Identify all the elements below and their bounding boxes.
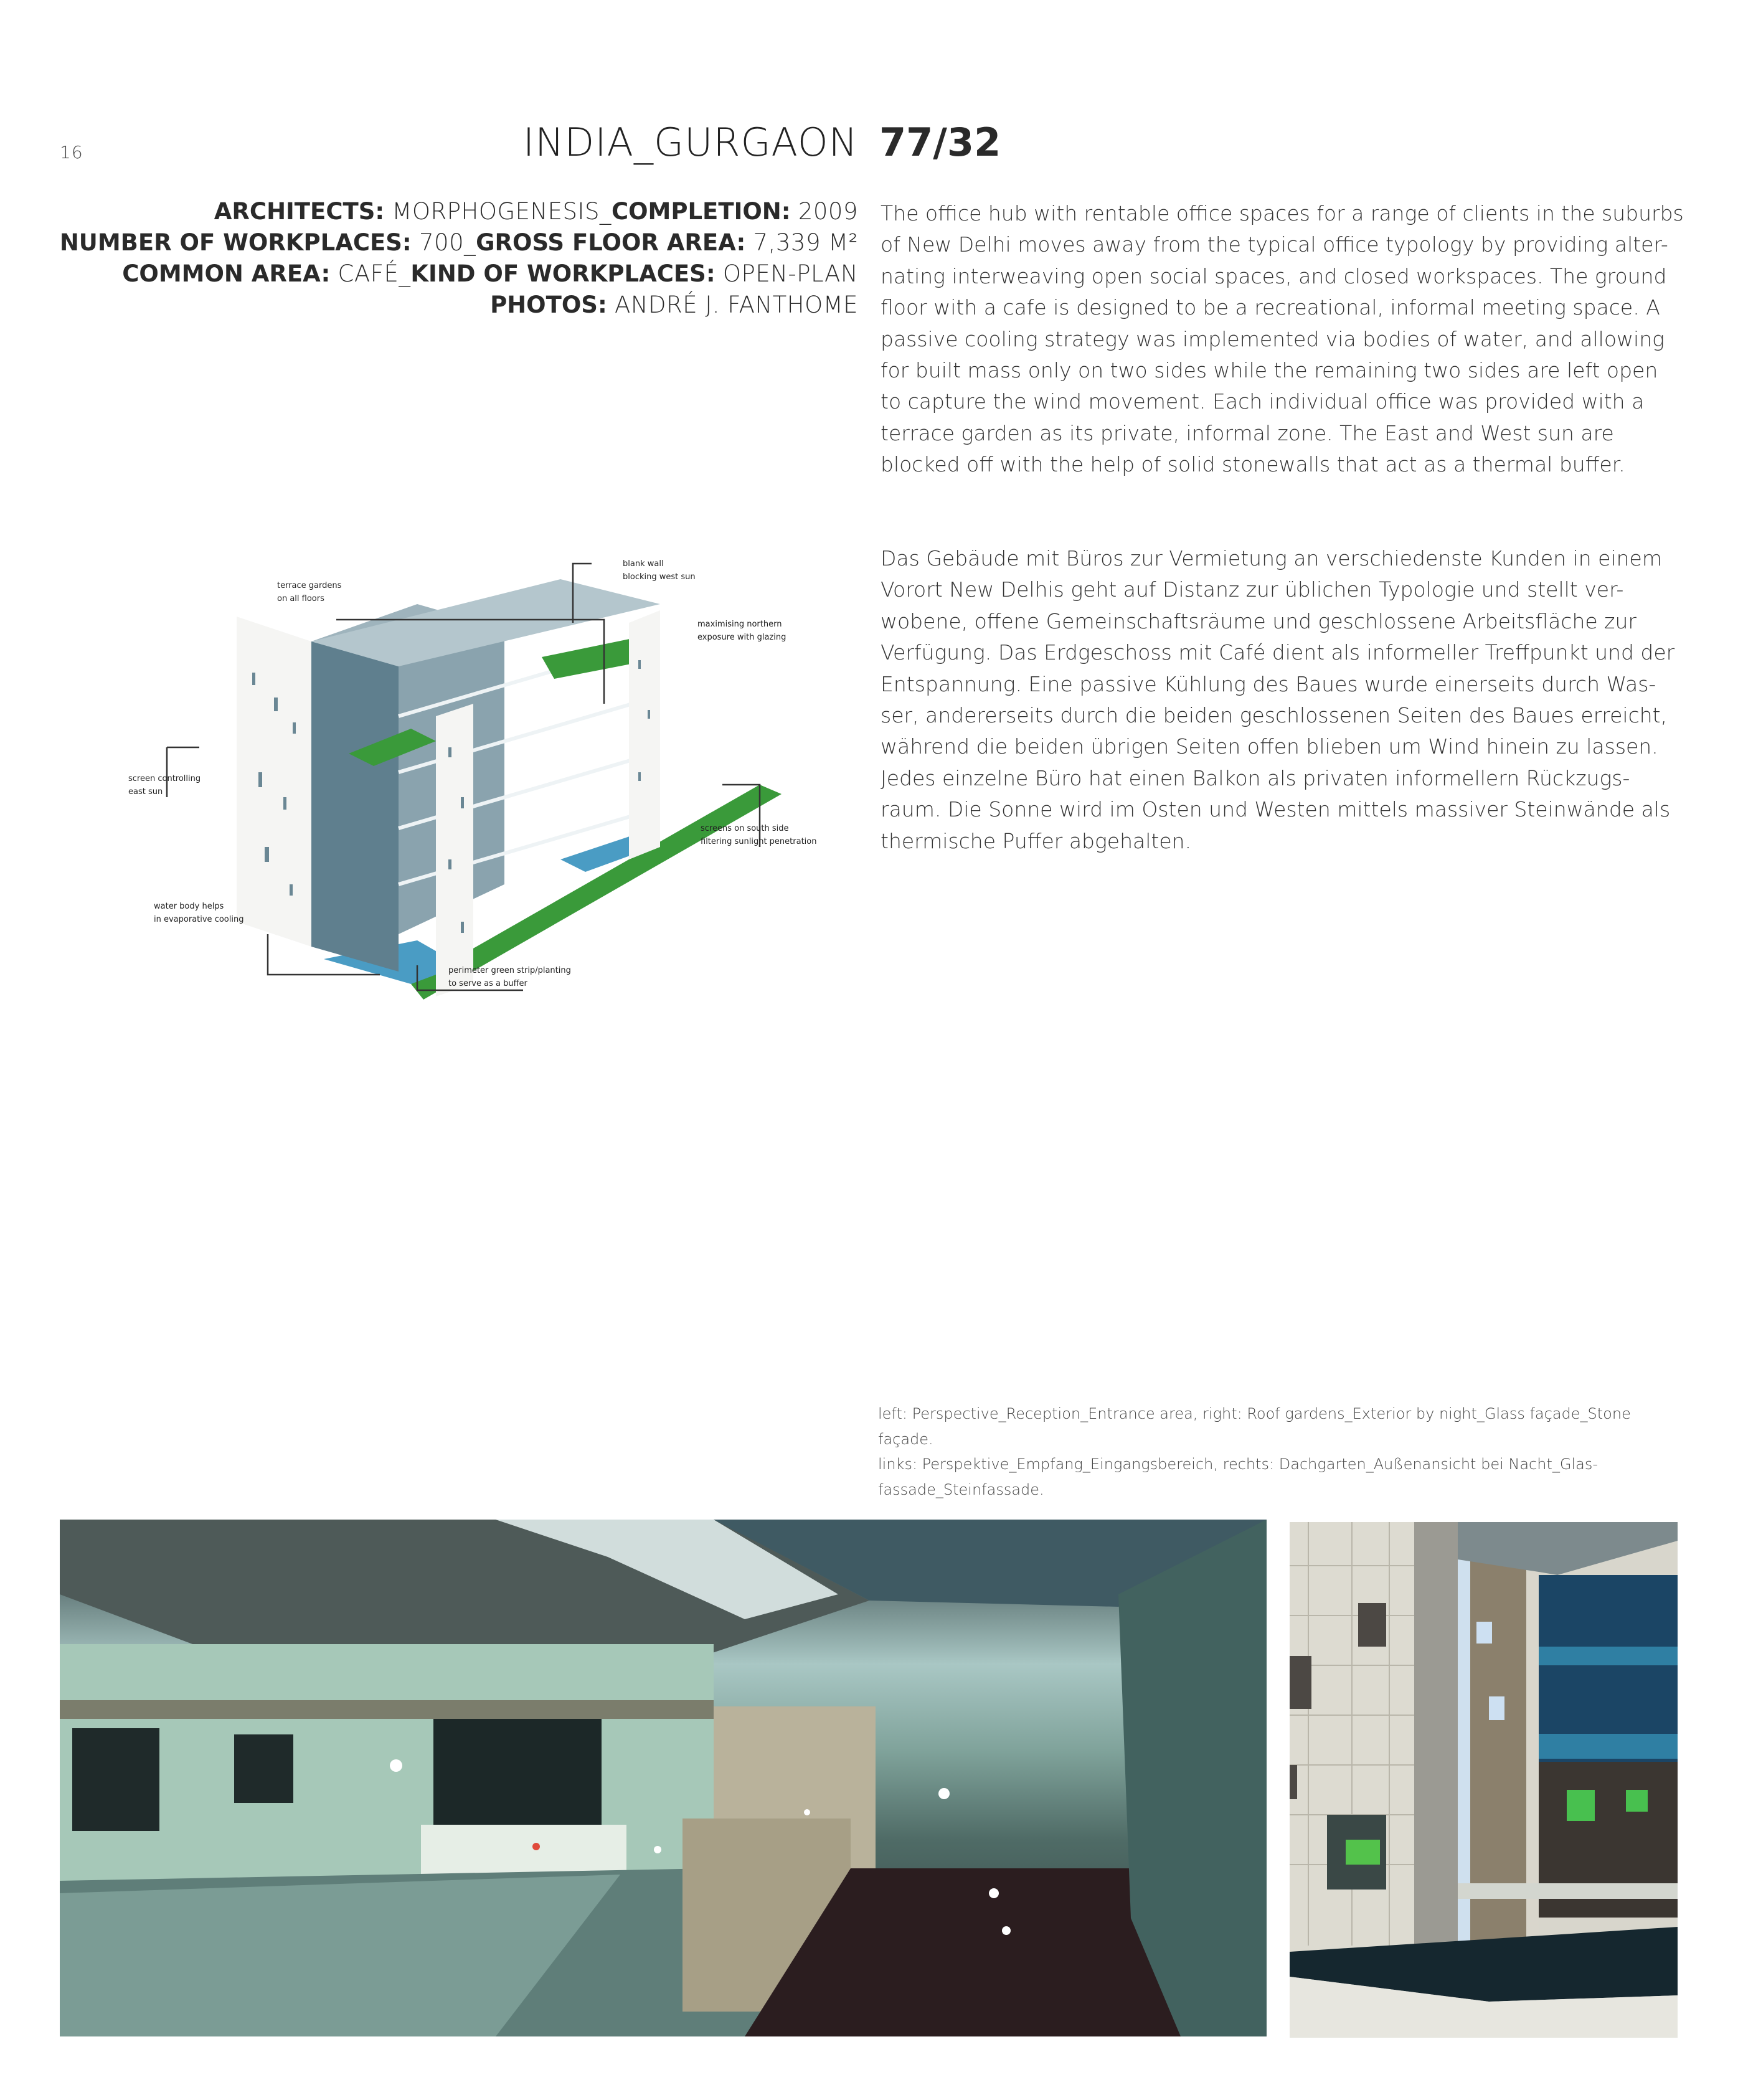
- label-blank-wall: [623, 557, 696, 584]
- label-line: east sun: [128, 787, 163, 797]
- caption-english: left: Perspective_Reception_Entrance area, right: Roof gardens_Exterior by night_Glass façade_Stone façade.: [878, 1405, 1631, 1448]
- page-number: 16: [60, 142, 83, 163]
- label-line: to serve as a buffer: [448, 979, 527, 988]
- building-axonometric-diagram: [125, 536, 847, 1009]
- label-line: on all floors: [277, 594, 324, 603]
- completion-value: 2009: [790, 198, 858, 225]
- label-line: perimeter green strip/planting: [448, 966, 571, 975]
- gfa-value: 7,339 M²: [745, 229, 858, 256]
- location-title: INDIA_GURGAON: [522, 120, 858, 165]
- label-line: screen controlling: [128, 774, 201, 783]
- label-line: in evaporative cooling: [154, 915, 244, 924]
- kind-value: OPEN-PLAN: [715, 260, 858, 287]
- english-description: The office hub with rentable office spaces for a range of clients in the suburbs of New Delhi moves away from the typical office typology by providing alter-nating interweaving open social spaces, and closed workspaces. The ground floor with a cafe is designed to be a recreational, informal meeting space. A passive cooling strategy was implemented via bodies of water, and allowing for built mass only on two sides while the remaining two sides are left open to capture the wind movement. Each individual office was provided with a terrace garden as its private, informal zone. The East and West sun are blocked off with the help of solid stonewalls that act as a thermal buffer.: [881, 201, 1684, 477]
- label-water-body: [154, 900, 243, 926]
- photo-caption: [878, 1401, 1681, 1502]
- facts-row-3: [49, 258, 858, 290]
- architects-label: ARCHITECTS:: [214, 198, 385, 225]
- label-terrace-gardens: [277, 579, 341, 605]
- gfa-label: GROSS FLOOR AREA:: [476, 229, 746, 256]
- label-perimeter-green: [448, 964, 571, 990]
- facts-row-4: [49, 290, 858, 321]
- label-screen-east: [128, 772, 201, 798]
- common-area-value: CAFÉ_: [330, 260, 411, 287]
- workplaces-label: NUMBER OF WORKPLACES:: [59, 229, 412, 256]
- completion-label: COMPLETION:: [611, 198, 791, 225]
- project-facts: [49, 196, 858, 321]
- project-location-heading: [523, 120, 858, 165]
- photos-value: ANDRÉ J. FANTHOME: [607, 291, 858, 318]
- label-line: blocking west sun: [623, 572, 696, 582]
- workplaces-value: 700_: [411, 229, 476, 256]
- label-northern-exposure: [697, 618, 786, 644]
- label-line: terrace gardens: [277, 581, 342, 590]
- architects-value: MORPHOGENESIS_: [384, 198, 612, 225]
- label-line: filtering sunlight penetration: [701, 837, 817, 846]
- label-screens-south: [701, 822, 816, 848]
- label-line: blank wall: [623, 559, 664, 569]
- label-line: exposure with glazing: [697, 633, 786, 642]
- project-number: 77/32: [879, 120, 1001, 165]
- common-area-label: COMMON AREA:: [122, 260, 331, 287]
- exterior-facade-photo: [1290, 1522, 1678, 2038]
- caption-german: links: Perspektive_Empfang_Eingangsbereich, rechts: Dachgarten_Außenansicht bei Nacht_Glas-fassade_Steinfassade.: [878, 1455, 1598, 1498]
- kind-label: KIND OF WORKPLACES:: [410, 260, 716, 287]
- label-line: water body helps: [154, 902, 224, 911]
- photos-label: PHOTOS:: [490, 291, 607, 318]
- facts-row-2: [49, 227, 858, 258]
- german-description: Das Gebäude mit Büros zur Vermietung an verschiedenste Kunden in einem Vorort New Delhis geht auf Distanz zur üblichen Typologie und stellt ver-wobene, offene Gemeinschaftsräume und geschlossene Arbeitsfläche zur Verfügung. Das Erdgeschoss mit Café dient als informeller Treffpunkt und der Entspannung. Eine passive Kühlung des Baues wurde einerseits durch Was-ser, andererseits durch die beiden geschlossenen Seiten des Baues erreicht, während die beiden übrigen Seiten offen blieben um Wind hinein zu lassen. Jedes einzelne Büro hat einen Balkon als privaten informellern Rückzugs-raum. Die Sonne wird im Osten und Westen mittels massiver Steinwände als thermische Puffer abgehalten.: [881, 546, 1675, 853]
- reception-entrance-photo: [60, 1520, 1267, 2036]
- facts-row-1: [49, 196, 858, 227]
- diagram-drawing: [125, 536, 847, 1009]
- label-line: screens on south side: [701, 824, 789, 833]
- label-line: maximising northern: [697, 620, 782, 629]
